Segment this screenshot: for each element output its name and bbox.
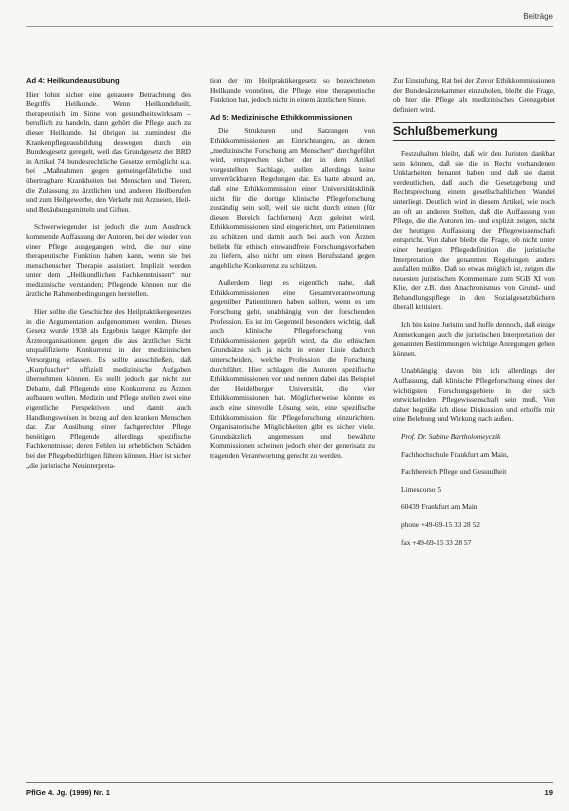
section-tag: Beiträge <box>523 12 553 21</box>
top-rule <box>26 26 553 27</box>
fax-line: fax +49-69-15 33 28 57 <box>401 537 472 547</box>
section-heading-heilkunde: Ad 4: Heilkundeausübung <box>26 76 120 85</box>
paragraph: Hier lohnt sicher eine genauere Betrachtung des Begriffs Heilkunde. Wenn Heilkundeheilt, therapeutisch im Sinne von gesundheitswirksam – beruflich zu handeln, dann gehört die Pflege auch zu dieser Heilkunde. Ist übrigen ist zumindest die Krankenpflegeausbildung deswegen durch ein Bundesgesetz geregelt, weil das Grundgesetz der BRD in Artikel 74 bundesrechtliche Gesetze ermöglicht u.a. bei „Maßnahmen gegen gemeingefährliche und übertragbare Krankheiten bei Menschen und Tieren, die Zulassung zu ärztlichen und anderen Heilberufen und zum Heilgewerbe, den Verkehr mit Arzneien, Heil- und Betäubungsmitteln und Giften. <box>26 89 191 214</box>
page-number: 19 <box>544 788 553 797</box>
address-line: Limescorso 5 <box>401 484 442 494</box>
footer-rule <box>26 782 553 783</box>
section-heading-ethikkommissionen: Ad 5: Medizinische Ethikkommissionen <box>210 112 353 122</box>
journal-citation: PflGe 4. Jg. (1999) Nr. 1 <box>26 788 110 797</box>
paragraph: Schwerwiegender ist jedoch die zum Ausdruck kommende Auffassung der Autoren, bei der wieder von einer Pflege ausgegangen wird, die nur eine therapeutische Funktion haben kann, wenn sie bei menschenscher Therapie assistiert. Implizit werden unter dem „Heilkundlichen Fachkenntnissen“ nur medizinische verstanden; Pflegende können nur die ärztliche Rahmenbedingungen herstellen. <box>26 222 191 299</box>
paragraph: Unabhängig davon bin ich allerdings der Auffassung, daß klinische Pflegeforschung eines der wichtigsten Forschungsgebiete in der sich entwickelnden Pflegewissenschaft sein muß. Von daher begrüße ich diese Diskussion und erhoffe mir eine Belebung und Wirkung nach außen. <box>393 366 555 424</box>
column-1 <box>26 76 191 478</box>
phone-line: phone +49-69-15 33 28 52 <box>401 519 480 529</box>
address-line: Fachhochschule Frankfurt am Main, <box>401 449 509 459</box>
paragraph: Festzuhalten bleibt, daß wir den Juristen dankbar sein können, daß sie die in Recht vorhandenen Unklarheiten benannt haben und daß sie damit verdeutlichen, daß auch die Gesetzgebung und Rechtsprechung einem gesellschaftlichen Wandel unterliegt. Deutlich wird in diesem Artikel, wie noch an oft an anderen Stellen, daß die Auffassung von Pflege, die die Autoren im- und explizit zeigen, nicht der heutigen Auffassung der Pflegewissenschaft entspricht. Von daher bleibt die Frage, ob nicht unter einer heutigen Pflegedefinition die juristische Interpretation der genannten Regelungen anders ausfallen müßte. Daß so etwas möglich ist, zeigen die neuesten juristischen Kommentare zum SGB XI von Klie, der z.B. den Anachronismus von Grund- und Behandlungspflege in den Sozialgesetzbüchern überall kritisiert. <box>393 148 555 312</box>
author-name: Prof. Dr. Sabine Bartholomeyczik <box>401 432 501 441</box>
paragraph: Die Strukturen und Satzungen von Ethikkommissionen an Einrichtungen, an denen „medizinische Forschung am Menschen“ durchgeführt wird, entsprechen sicher der in dem Artikel vorgestellten Sachlage, stellen allerdings keine unverrückbaren Regelungen dar. Es hatte absurd an, daß eine Ethikkommission einer Universitätsklinik nicht für die dortige klinische Pflegeforschung zuständig sein soll, weil sie nicht durch einen (für diesen Bereich fachfernen) Arzt geleitet wird. Ethikkommissionen sind eingerichtet, um Patientinnen zu schützen und damit auch bei auch von Ärzten beliebt für ethisch einwandfreie Forschungsvorhaben zu liefern, also nicht um einen Berufsstand gegen angebliche Konkurrenz zu schützen. <box>210 126 375 270</box>
column-3 <box>393 76 555 555</box>
column-2 <box>210 76 375 469</box>
paragraph: Außerdem liegt es eigentlich nahe, daß Ethikkommissionen eine Gesamtverantwortung gegenüber Patientinnen haben sollten, wenn es um Forschung geht, unabhängig von der forschenden Profession. Es ist im Gegenteil besonders wichtig, daß auch klinische Pflegeforschung von Ethikkommissionen geprüft wird, da die ethischen Grundsätze sich ja nicht in erster Linie dadurch unterscheiden, welche Profession die Forschung durchführt. Hier schlagen die Autoren spezifische Ethikkommissionen vor und nennen dabei das Beispiel der Heidelberger Universität, die vier Ethikkommissionen hat. Möglicherweise könnte es auch eine sinnvolle Lösung sein, eine spezifische Ethikkommission für Pflegeforschung einzurichten. Organisatorische Möglichkeiten gibt es sicher viele. Grundsätzlich angemessen und bewährte Kommissionen scheinen jedoch eher der generisatz zu tragenden Verantwortung gerecht zu werden. <box>210 278 375 460</box>
address-line: Fachbereich Pflege und Gesundheit <box>401 467 507 477</box>
paragraph: Ich bin keine Juristin und hoffe dennoch, daß einige Anmerkungen auch die juristischen Interpretation der genannten Bestimmungen wichtige Anregungen geben können. <box>393 320 555 358</box>
heading-schlussbemerkung: Schlußbemerkung <box>393 122 555 141</box>
paragraph: Zur Einstufung, Rat bei der Zuvor Ethikkommissionen der Bundesärztekammer einzuholen, bleibt die Frage, ob hier die Pflege als medizinisches Grenzgebiet definiert wird. <box>393 76 555 114</box>
paragraph: Hier sollte die Geschichte des Heilpraktikergesetzes in die Argumentation aufgenommen werden. Dieses Gesetz wurde 1938 als Ergebnis langer Kämpfe der Ärzteorganisationen gegen die aus ärztlicher Sicht unqualifizierte Konkurrenz in der medizinischen Versorgung erlassen. Es sollte ausschließen, daß „Kurpfuscher“ offiziell medizinische Aufgaben übernehmen können. Es stellt jedoch gar nicht zur Debatte, daß Pflegende eine Konkurrenz zu Ärzten aufbauen wollen. Medizin und Pflege stellen zwei eine eigentliche Perspektiven und damit auch Handlungsweisen in bezug auf den kranken Menschen dar. Zur Ausübung einer fachgerechter Pflege benötigen Pflegende allerdings spezifische Fachkenntnisse; deren Fehlen ist erheblichen Schäden bei der Pflegebedürftigen führen können. Hier ist sicher „die juristische Neuinterpreta- <box>26 307 192 470</box>
paragraph: tion der im Heilpraktikergesetz so bezeichneten Heilkunde vonnöten, die Pflege eine therapeutische Funktion hat, jedoch nicht in einem ärztlichen Sinne. <box>210 76 375 105</box>
address-line: 60439 Frankfurt am Main <box>401 502 478 512</box>
